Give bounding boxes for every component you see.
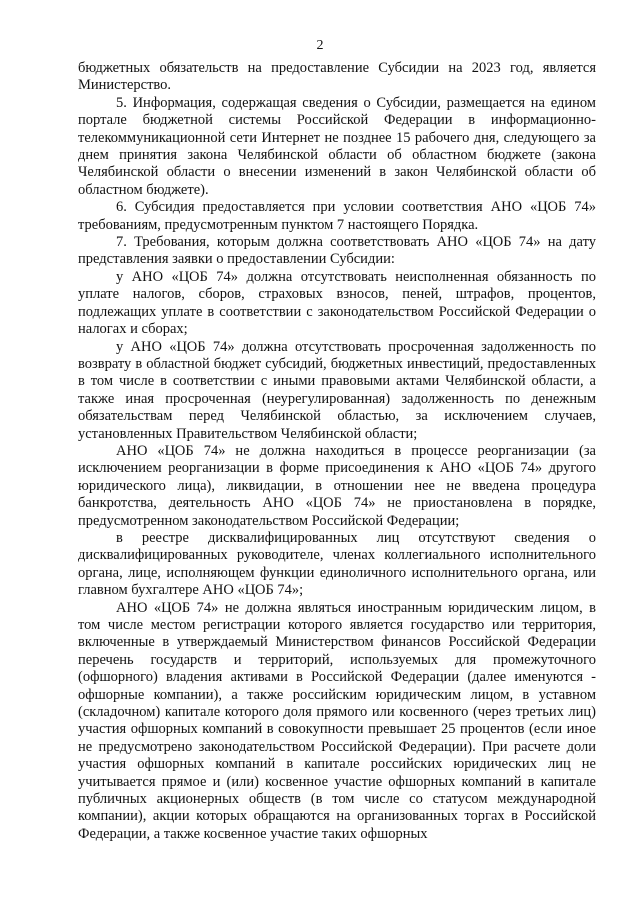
requirement-taxes: у АНО «ЦОБ 74» должна отсутствовать неисполненная обязанность по уплате налогов, сборов, страховых взносов, пеней, штрафов, процентов, подлежащих уплате в соответствии с законодательством Российской Федерации о налогах и сборах; (78, 268, 596, 338)
requirement-offshore: АНО «ЦОБ 74» не должна являться иностранным юридическим лицом, в том числе местом регистрации которого является государство или территория, включенные в утверждаемый Министерством финансов Российской Федерации перечень государств и территорий, используемых для промежуточного (офшорного) владения активами в Российской Федерации (далее именуются - офшорные компании), а также российским юридическим лицом, в уставном (складочном) капитале которого доля прямого или косвенного (через третьих лиц) участия офшорных компаний в совокупности превышает 25 процентов (если иное не предусмотрено законодательством Российской Федерации). При расчете доли участия офшорных компаний в капитале российских юридических лиц не учитывается прямое и (или) косвенное участие офшорных компаний в капитале публичных акционерных обществ (в том числе со статусом международной компании), акции которых обращаются на организованных торгах в Российской Федерации, а также косвенное участие таких офшорных (78, 599, 596, 842)
document-body (78, 60, 596, 843)
page-number: 2 (316, 38, 324, 53)
paragraph-continuation: бюджетных обязательств на предоставление Субсидии на 2023 год, является Министерство. (78, 60, 596, 94)
requirement-reorganization: АНО «ЦОБ 74» не должна находиться в процессе реорганизации (за исключением реорганизации в форме присоединения к АНО «ЦОБ 74» другого юридического лица), ликвидации, в отношении нее не введена процедура банкротства, деятельность АНО «ЦОБ 74» не приостановлена в порядке, предусмотренном законодательством Российской Федерации; (78, 442, 596, 529)
paragraph-item-5: 5. Информация, содержащая сведения о Субсидии, размещается на едином портале бюджетной системы Российской Федерации в информационно-телекоммуникационной сети Интернет не позднее 15 рабочего дня, следующего за днем принятия закона Челябинской области об областном бюджете (закона Челябинской области о внесении изменений в закон Челябинской области об областном бюджете). (78, 94, 596, 198)
paragraph-item-7: 7. Требования, которым должна соответствовать АНО «ЦОБ 74» на дату представления заявки о предоставлении Субсидии: (78, 234, 596, 268)
requirement-disqualified: в реестре дисквалифицированных лиц отсутствуют сведения о дисквалифицированных руководителе, членах коллегиального исполнительного органа, лице, исполняющем функции единоличного исполнительного органа, или главном бухгалтере АНО «ЦОБ 74»; (78, 529, 596, 599)
requirement-debt: у АНО «ЦОБ 74» должна отсутствовать просроченная задолженность по возврату в областной бюджет субсидий, бюджетных инвестиций, предоставленных в том числе в соответствии с иными правовыми актами Челябинской области, а также иная просроченная (неурегулированная) задолженность по денежным обязательствам перед Челябинской областью, за исключением случаев, установленных Правительством Челябинской области; (78, 338, 596, 442)
paragraph-item-6: 6. Субсидия предоставляется при условии соответствия АНО «ЦОБ 74» требованиям, предусмотренным пунктом 7 настоящего Порядка. (78, 199, 596, 233)
